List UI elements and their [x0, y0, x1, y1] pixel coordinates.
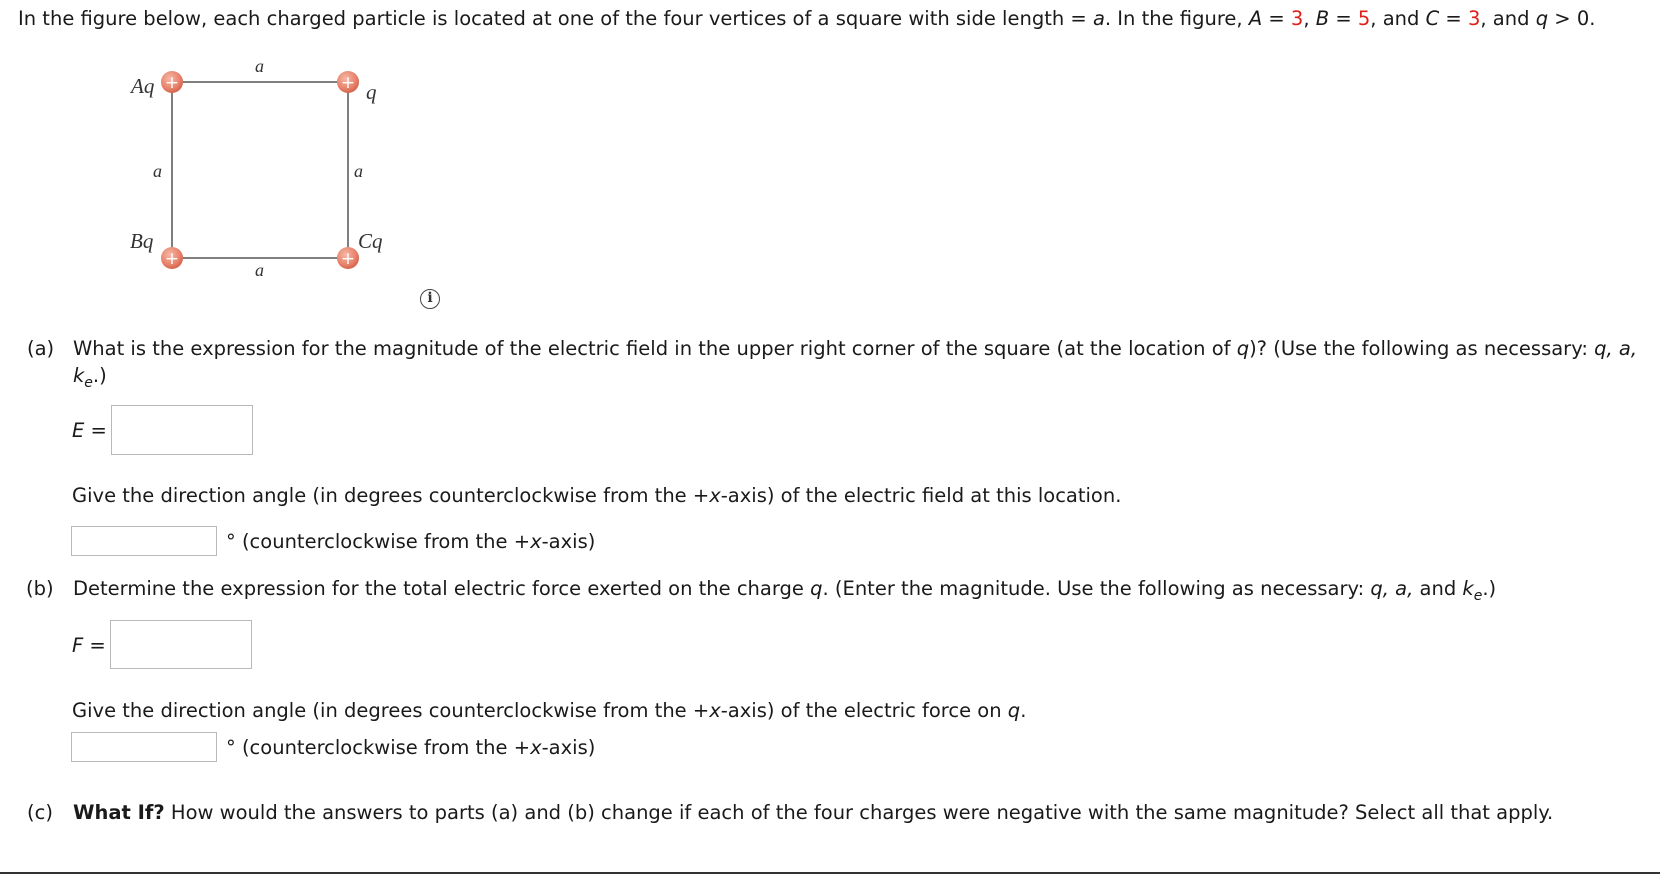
- intro-text-4: > 0.: [1548, 7, 1596, 30]
- var-x: x: [709, 484, 721, 507]
- square-figure: [0, 0, 480, 310]
- label-side-top: a: [255, 56, 264, 76]
- charge-sign: +: [340, 73, 356, 93]
- degree-unit-1: ° (counterclockwise from the +: [226, 736, 531, 759]
- intro-var-a: a: [1092, 7, 1105, 30]
- intro-comma-and: , and: [1370, 7, 1426, 30]
- ke-symbol: k: [1462, 577, 1474, 600]
- charge-top-left: [161, 71, 183, 93]
- var-x: x: [530, 530, 542, 553]
- info-icon-glyph: i: [427, 290, 433, 306]
- part-a-var-q: q: [1236, 337, 1250, 360]
- part-b-angle-prompt-1: Give the direction angle (in degrees counterclockwise from the +: [72, 699, 710, 722]
- part-b-angle-prompt-3: .: [1020, 699, 1027, 722]
- e-equals: =: [84, 419, 107, 442]
- f-angle-unit: [226, 736, 595, 759]
- e-angle-input[interactable]: [71, 526, 217, 556]
- f-symbol: F: [72, 634, 84, 657]
- square-outline: [172, 82, 348, 258]
- intro-A-value: 3: [1290, 7, 1304, 30]
- var-x: x: [709, 699, 721, 722]
- intro-var-q: q: [1535, 7, 1549, 30]
- charge-top-right: [337, 71, 359, 93]
- label-bottom-left: Bq: [130, 229, 154, 253]
- label-top-right: q: [366, 80, 377, 104]
- part-b-question: [73, 577, 1497, 604]
- intro-var-B: B: [1315, 7, 1330, 30]
- part-a-question-3: .): [92, 364, 107, 387]
- intro-C-value: 3: [1467, 7, 1481, 30]
- part-b-marker: (b): [26, 577, 54, 600]
- intro-comma: ,: [1303, 7, 1316, 30]
- part-a-question-2: )? (Use the following as necessary:: [1249, 337, 1595, 360]
- label-side-left: a: [153, 161, 162, 181]
- label-top-left: Aq: [131, 74, 155, 98]
- charge-sign: +: [164, 73, 180, 93]
- ke-symbol: k: [73, 364, 85, 387]
- e-label: [72, 419, 107, 442]
- part-c-marker: (c): [27, 801, 53, 824]
- part-c-question: [73, 801, 1553, 824]
- intro-text-3: , and: [1480, 7, 1536, 30]
- charge-bottom-left: [161, 247, 183, 269]
- f-label: [72, 634, 106, 657]
- degree-unit-2: -axis): [541, 736, 596, 759]
- charge-sign: +: [340, 249, 356, 269]
- intro-var-A: A: [1248, 7, 1263, 30]
- intro-var-C: C: [1425, 7, 1440, 30]
- e-magnitude-input[interactable]: [111, 405, 253, 455]
- part-b-angle-prompt: [72, 699, 1026, 722]
- intro-eq: =: [1329, 7, 1358, 30]
- intro-eq: =: [1439, 7, 1468, 30]
- degree-unit-1: ° (counterclockwise from the +: [226, 530, 531, 553]
- info-icon[interactable]: [420, 289, 440, 309]
- f-angle-input[interactable]: [71, 732, 217, 762]
- part-a-angle-prompt: [72, 484, 1121, 507]
- ke-subscript: e: [84, 375, 93, 391]
- part-a-vars: q, a,: [1594, 337, 1638, 360]
- part-a-question-1: What is the expression for the magnitude of the electric field in the upper right corner of the square (at the location of: [73, 337, 1237, 360]
- degree-unit-2: -axis): [541, 530, 596, 553]
- label-side-right: a: [354, 161, 363, 181]
- intro-eq: =: [1262, 7, 1291, 30]
- part-a-question-cont: [73, 364, 107, 391]
- e-angle-unit: [226, 530, 595, 553]
- square-diagram: [0, 0, 480, 310]
- part-b-var-q: q: [810, 577, 823, 600]
- label-side-bottom: a: [255, 260, 264, 280]
- intro-text-1: In the figure below, each charged particle is located at one of the four vertices of a square with side length =: [18, 7, 1093, 30]
- intro-B-value: 5: [1357, 7, 1371, 30]
- part-c-question-text: How would the answers to parts (a) and (b) change if each of the four charges were negative with the same magnitude? Select all that apply.: [164, 801, 1554, 824]
- charge-sign: +: [164, 249, 180, 269]
- part-b-var-q: q: [1007, 699, 1021, 722]
- what-if-label: What If?: [73, 801, 165, 824]
- ke-subscript: e: [1473, 588, 1483, 604]
- part-b-question-1: Determine the expression for the total electric force exerted on the charge: [73, 577, 811, 600]
- part-a-angle-prompt-1: Give the direction angle (in degrees counterclockwise from the +: [72, 484, 710, 507]
- part-b-and: and: [1413, 577, 1463, 600]
- e-symbol: E: [72, 419, 85, 442]
- f-equals: =: [83, 634, 106, 657]
- f-magnitude-input[interactable]: [110, 620, 252, 669]
- var-x: x: [530, 736, 542, 759]
- label-bottom-right: Cq: [358, 229, 383, 253]
- part-a-angle-prompt-2: -axis) of the electric field at this location.: [720, 484, 1122, 507]
- part-a-marker: (a): [27, 337, 55, 360]
- part-a-question: [73, 337, 1637, 360]
- part-b-angle-prompt-2: -axis) of the electric force on: [720, 699, 1008, 722]
- part-b-question-2: . (Enter the magnitude. Use the following as necessary:: [822, 577, 1371, 600]
- part-b-vars: q, a,: [1370, 577, 1414, 600]
- intro-text-2: . In the figure,: [1104, 7, 1249, 30]
- part-b-question-3: .): [1482, 577, 1497, 600]
- charge-bottom-right: [337, 247, 359, 269]
